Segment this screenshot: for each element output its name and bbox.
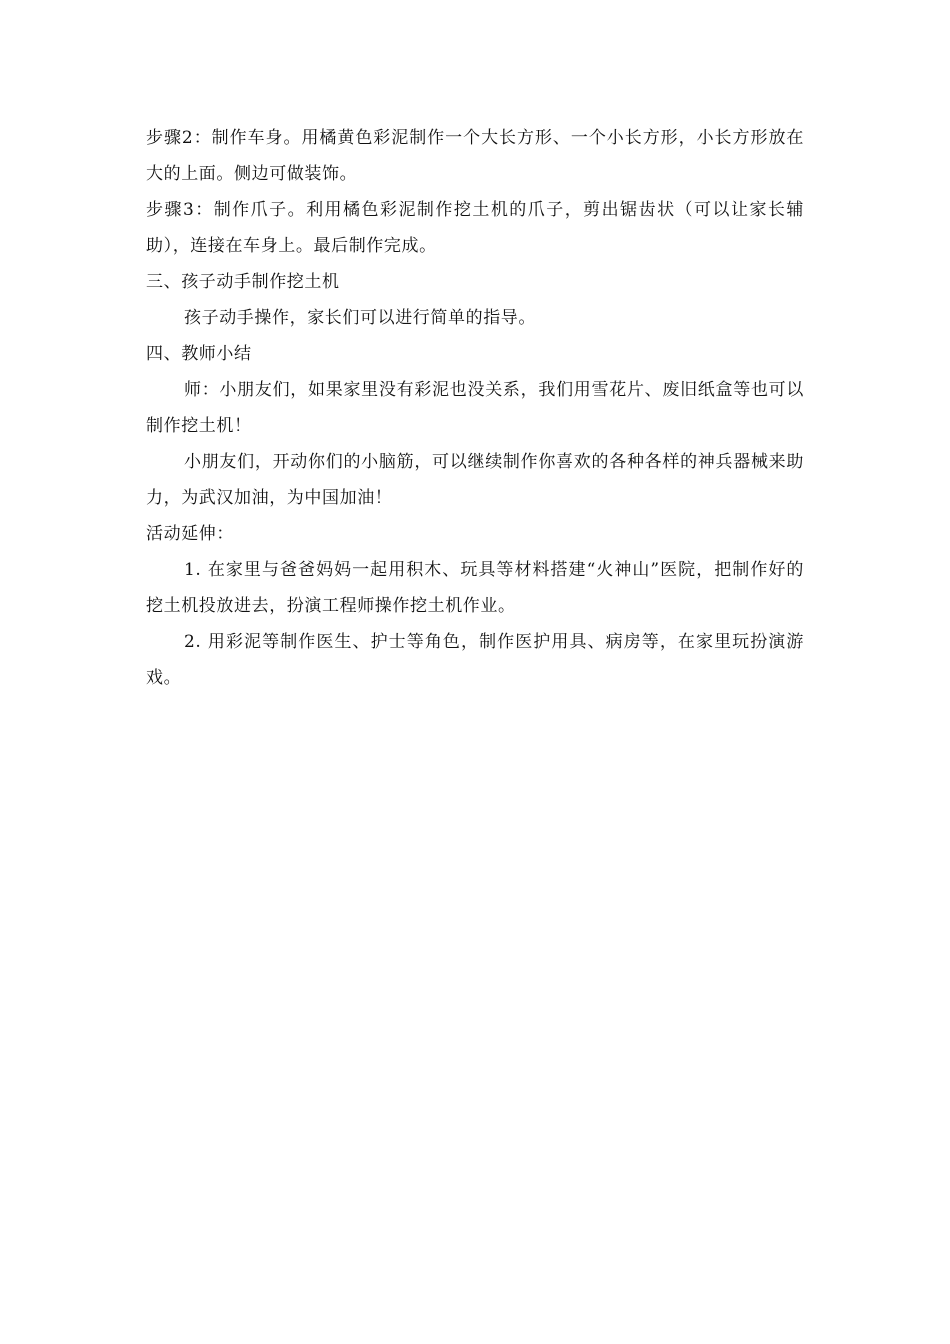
paragraph-encouragement: 小朋友们，开动你们的小脑筋，可以继续制作你喜欢的各种各样的神兵器械来助力，为武汉加油，为中国加油！ — [146, 452, 804, 508]
paragraph-step-3: 步骤3：制作爪子。利用橘色彩泥制作挖土机的爪子，剪出锯齿状（可以让家长辅助），连接在车身上。最后制作完成。 — [146, 200, 804, 256]
paragraph-teacher-summary: 师：小朋友们，如果家里没有彩泥也没关系，我们用雪花片、废旧纸盒等也可以制作挖土机！ — [146, 380, 804, 436]
paragraph-child-activity: 孩子动手操作，家长们可以进行简单的指导。 — [184, 308, 536, 328]
document-body — [146, 120, 804, 696]
section-heading-4: 四、教师小结 — [146, 344, 252, 364]
extension-item-1: 1. 在家里与爸爸妈妈一起用积木、玩具等材料搭建“火神山”医院，把制作好的挖土机投放进去，扮演工程师操作挖土机作业。 — [146, 560, 804, 616]
paragraph-step-2: 步骤2：制作车身。用橘黄色彩泥制作一个大长方形、一个小长方形，小长方形放在大的上面。侧边可做装饰。 — [146, 128, 804, 184]
section-heading-extension: 活动延伸： — [146, 524, 234, 544]
section-heading-3: 三、孩子动手制作挖土机 — [146, 272, 340, 292]
extension-item-2: 2. 用彩泥等制作医生、护士等角色，制作医护用具、病房等，在家里玩扮演游戏。 — [146, 632, 804, 688]
